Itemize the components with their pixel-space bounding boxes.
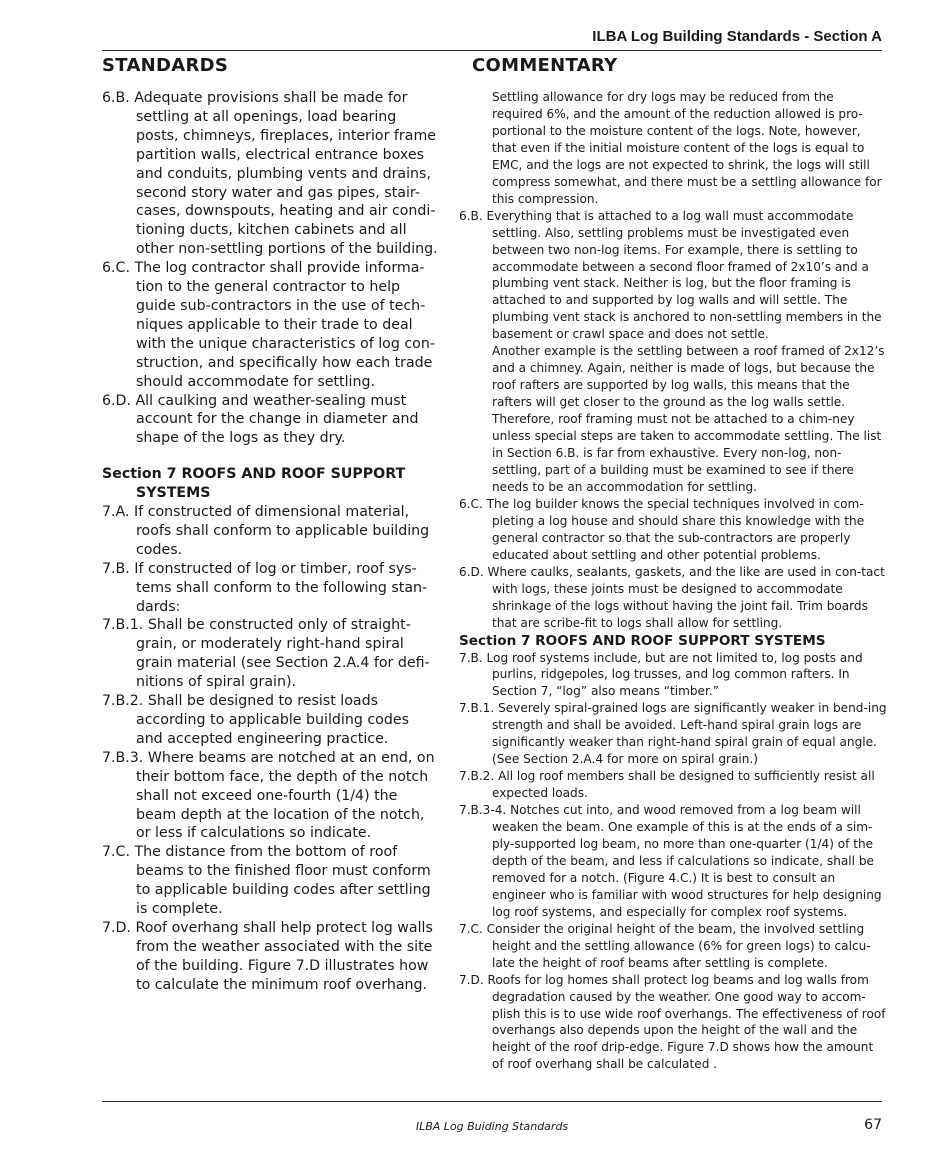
commentary-6d: 6.D. Where caulks, sealants, gaskets, and the like are used in con-tact with logs, these joints must be designed to accommodate shrinkage of the logs without having the joint fail. Trim boards that are scribe-fit to logs shall allow for settling. (459, 564, 885, 630)
standard-6d: 6.D. All caulking and weather-sealing must account for the change in diameter and shape of the logs as they dry. (102, 392, 419, 447)
standard-7b1: 7.B.1. Shall be constructed only of straight-grain, or moderately right-hand spiral grain material (see Section 2.A.4 for defi-nitions of spiral grain). (102, 617, 430, 691)
commentary-7b: 7.B. Log roof systems include, but are not limited to, log posts and purlins, ridgepoles, log trusses, and log common rafters. In Section 7, “log” also means “timber.” (459, 650, 863, 699)
footer-rule (102, 1101, 882, 1102)
standard-7b2: 7.B.2. Shall be designed to resist loads according to applicable building codes and accepted engineering practice. (102, 693, 409, 747)
running-header: ILBA Log Building Standards - Section A (592, 28, 882, 45)
commentary-7d: 7.D. Roofs for log homes shall protect log beams and log walls from degradation caused by the weather. One good way to accom-plish this is to use wide roof overhangs. The effectiveness of roof overhangs also depends upon the height of the wall and the height of the roof drip-edge. Figure 7.D shows how the amount of roof overhang shall be calculated . (459, 972, 886, 1072)
commentary-7c: 7.C. Consider the original height of the beam, the involved settling height and the settling allowance (6% for green logs) to calcu-late the height of roof beams after settling is complete. (459, 921, 871, 970)
page-number: 67 (864, 1117, 882, 1133)
standard-6b: 6.B. Adequate provisions shall be made for settling at all openings, load bearing posts, chimneys, fireplaces, interior frame partition walls, electrical entrance boxes and conduits, plumbing vents and drains, second story water and gas pipes, stair-cases, downspouts, heating and air condi-tioning ducts, kitchen cabinets and all other non-settling portions of the building. (102, 90, 438, 258)
standard-7d: 7.D. Roof overhang shall help protect log walls from the weather associated with the site of the building. Figure 7.D illustrates how to calculate the minimum roof overhang. (102, 919, 433, 993)
standard-7b: 7.B. If constructed of log or timber, roof sys-tems shall conform to the following stan-dards: (102, 560, 428, 615)
standard-6c: 6.C. The log contractor shall provide informa-tion to the general contractor to help guide sub-contractors in the use of tech-niques applicable to their trade to deal with the unique characteristics of log con-struction, and specifically how each trade should accommodate for settling. (102, 260, 435, 390)
footer-title: ILBA Log Buiding Standards (415, 1120, 569, 1133)
commentary-7b3-4: 7.B.3-4. Notches cut into, and wood removed from a log beam will weaken the beam. One example of this is at the ends of a sim-ply-supported log beam, no more than one-quarter (1/4) of the depth of the beam, and less if calculations so indicate, shall be removed for a notch. (Figure 4.C.) It is best to consult an engineer who is familiar with wood structures for help designing log roof systems, and especially for complex roof systems. (459, 803, 882, 919)
commentary-6b-continued: Another example is the settling between a roof framed of 2x12’s and a chimney. Again, neither is made of logs, but because the roof rafters are supported by log walls, this means that the rafters will get closer to the ground as the log walls settle. Therefore, roof framing must not be attached to a chim-ney unless special steps are taken to accommodate settling. The list in Section 6.B. is far from exhaustive. Every non-log, non-settling, part of a building must be examined to see if there needs to be an accommodation for settling. (492, 344, 885, 494)
commentary-6b: 6.B. Everything that is attached to a log wall must accommodate settling. Also, settling problems must be investigated even between two non-log items. For example, there is settling to accommodate between a second floor framed of 2x10’s and a plumbing vent stack. Neither is log, but the floor framing is attached to and supported by log walls and will settle. The plumbing vent stack is anchored to non-settling members in the basement or crawl space and does not settle. (459, 208, 882, 342)
commentary-settling-allowance: Settling allowance for dry logs may be reduced from the required 6%, and the amount of the reduction allowed is pro-portional to the moisture content of the logs. Note, however, that even if the initial moisture content of the logs is equal to EMC, and the logs are not expected to shrink, the logs will still compress somewhat, and there must be a settling allowance for this compression. (492, 90, 882, 206)
commentary-7b2: 7.B.2. All log roof members shall be designed to sufficiently resist all expected loads. (459, 769, 875, 801)
commentary-section-7-heading: Section 7 ROOFS AND ROOF SUPPORT SYSTEMS (459, 632, 826, 649)
standards-heading: STANDARDS (102, 55, 229, 76)
standard-7b3: 7.B.3. Where beams are notched at an end, on their bottom face, the depth of the notch shall not exceed one-fourth (1/4) the beam depth at the location of the notch, or less if calculations so indicate. (102, 749, 435, 842)
commentary-6c: 6.C. The log builder knows the special techniques involved in com-pleting a log house and should share this knowledge with the general contractor so that the sub-contractors are properly educated about settling and other potential problems. (459, 496, 865, 562)
commentary-heading: COMMENTARY (472, 55, 618, 76)
standard-7a: 7.A. If constructed of dimensional material, roofs shall conform to applicable building codes. (102, 504, 430, 558)
header-rule (102, 50, 882, 51)
commentary-7b1: 7.B.1. Severely spiral-grained logs are significantly weaker in bend-ing strength and shall be avoided. Left-hand spiral grain logs are significantly weaker than right-hand spiral grain of equal angle. (See Section 2.A.4 for more on spiral grain.) (459, 701, 887, 767)
commentary-column (459, 89, 887, 1073)
standard-7c: 7.C. The distance from the bottom of roof beams to the finished floor must conform to applicable building codes after settling is complete. (102, 844, 431, 918)
standards-column (102, 89, 438, 995)
standards-section-7-heading: Section 7 ROOFS AND ROOF SUPPORT SYSTEMS (102, 466, 406, 502)
